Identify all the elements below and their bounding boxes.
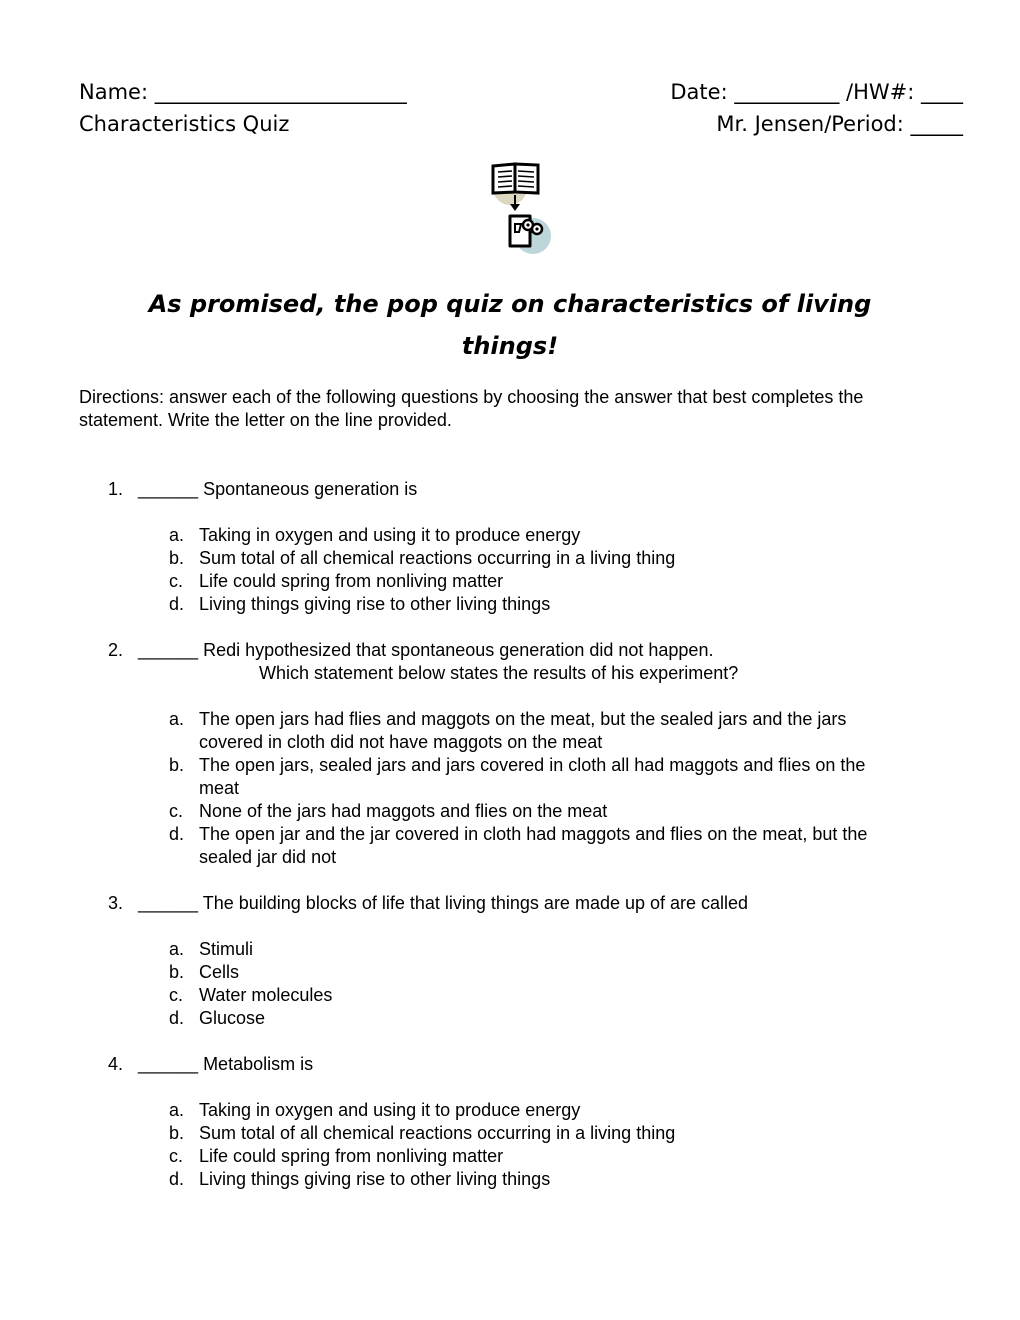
page-title bbox=[100, 283, 920, 367]
option-text bbox=[199, 524, 963, 547]
option-line: Water molecules bbox=[199, 985, 333, 1005]
option-letter: c. bbox=[169, 571, 184, 591]
name-field-label: Name: ________________________ bbox=[79, 80, 407, 104]
option-line: Stimuli bbox=[199, 939, 254, 959]
answer-options bbox=[79, 708, 963, 869]
answer-options bbox=[79, 524, 963, 616]
option-line: The open jars had flies and maggots on the meat, but the sealed jars and the jars bbox=[199, 709, 847, 729]
teacher-period-label: Mr. Jensen/Period: _____ bbox=[716, 112, 963, 136]
question-text: ______ The building blocks of life that living things are made up of are called bbox=[138, 893, 749, 913]
question-number: 1. bbox=[108, 479, 124, 499]
answer-option bbox=[79, 1168, 963, 1191]
option-line: Sum total of all chemical reactions occurring in a living thing bbox=[199, 1123, 676, 1143]
answer-option bbox=[79, 1145, 963, 1168]
option-letter: b. bbox=[169, 1123, 185, 1143]
answer-option bbox=[79, 570, 963, 593]
option-line: None of the jars had maggots and flies on the meat bbox=[199, 801, 608, 821]
question-number: 2. bbox=[108, 640, 124, 660]
question-text-continued: Which statement below states the results of his experiment? bbox=[259, 663, 739, 683]
option-line: The open jars, sealed jars and jars covered in cloth all had maggots and flies on the bbox=[199, 755, 866, 775]
answer-option bbox=[79, 823, 963, 869]
answer-option bbox=[79, 547, 963, 570]
answer-option bbox=[79, 938, 963, 961]
answer-option bbox=[79, 754, 963, 800]
option-letter: d. bbox=[169, 594, 185, 614]
option-letter: b. bbox=[169, 962, 185, 982]
option-letter: a. bbox=[169, 709, 185, 729]
question-text: ______ Spontaneous generation is bbox=[138, 479, 418, 499]
question-4 bbox=[79, 1053, 963, 1191]
option-letter: d. bbox=[169, 824, 185, 844]
question-list bbox=[79, 478, 963, 1214]
option-text bbox=[199, 984, 963, 1007]
header-row-1 bbox=[79, 76, 963, 108]
option-text bbox=[199, 754, 963, 800]
answer-option bbox=[79, 708, 963, 754]
answer-options bbox=[79, 938, 963, 1030]
option-letter: d. bbox=[169, 1008, 185, 1028]
option-letter: c. bbox=[169, 985, 184, 1005]
answer-option bbox=[79, 984, 963, 1007]
answer-option bbox=[79, 524, 963, 547]
option-line: Cells bbox=[199, 962, 240, 982]
question-number: 4. bbox=[108, 1054, 124, 1074]
option-text bbox=[199, 1007, 963, 1030]
answer-option bbox=[79, 593, 963, 616]
answer-option bbox=[79, 1099, 963, 1122]
header-row-2 bbox=[79, 108, 963, 140]
answer-options bbox=[79, 1099, 963, 1191]
option-text bbox=[199, 823, 963, 869]
option-line: Taking in oxygen and using it to produce energy bbox=[199, 1100, 581, 1120]
option-line: Glucose bbox=[199, 1008, 266, 1028]
answer-option bbox=[79, 800, 963, 823]
option-letter: c. bbox=[169, 1146, 184, 1166]
option-text bbox=[199, 570, 963, 593]
option-text bbox=[199, 547, 963, 570]
option-letter: a. bbox=[169, 1100, 185, 1120]
option-text bbox=[199, 708, 963, 754]
question-text: ______ Metabolism is bbox=[138, 1054, 314, 1074]
option-line: Life could spring from nonliving matter bbox=[199, 1146, 504, 1166]
option-letter: d. bbox=[169, 1169, 185, 1189]
option-letter: a. bbox=[169, 939, 185, 959]
option-line: Living things giving rise to other living things bbox=[199, 1169, 551, 1189]
option-line: meat bbox=[199, 778, 240, 798]
option-line: Living things giving rise to other living things bbox=[199, 594, 551, 614]
title-line-1: As promised, the pop quiz on characteristics of living bbox=[148, 290, 872, 318]
date-hw-field-label: Date: __________ /HW#: ____ bbox=[670, 80, 963, 104]
option-letter: c. bbox=[169, 801, 184, 821]
option-line: Life could spring from nonliving matter bbox=[199, 571, 504, 591]
option-text bbox=[199, 1122, 963, 1145]
answer-option bbox=[79, 961, 963, 984]
option-line: covered in cloth did not have maggots on the meat bbox=[199, 732, 603, 752]
option-line: Sum total of all chemical reactions occurring in a living thing bbox=[199, 548, 676, 568]
directions-line-2: statement. Write the letter on the line provided. bbox=[79, 410, 452, 430]
directions-line-1: Directions: answer each of the following questions by choosing the answer that best completes the bbox=[79, 387, 864, 407]
directions bbox=[79, 386, 963, 432]
option-letter: b. bbox=[169, 755, 185, 775]
option-text bbox=[199, 1145, 963, 1168]
question-1 bbox=[79, 478, 963, 616]
question-2 bbox=[79, 639, 963, 869]
question-number: 3. bbox=[108, 893, 124, 913]
option-line: sealed jar did not bbox=[199, 847, 337, 867]
worksheet-header bbox=[79, 76, 963, 140]
quiz-title-label: Characteristics Quiz bbox=[79, 112, 290, 136]
option-letter: a. bbox=[169, 525, 185, 545]
option-letter: b. bbox=[169, 548, 185, 568]
option-text bbox=[199, 593, 963, 616]
book-to-thinking-clipart-icon bbox=[488, 158, 558, 258]
option-text bbox=[199, 800, 963, 823]
question-3 bbox=[79, 892, 963, 1030]
title-line-2: things! bbox=[461, 332, 559, 360]
option-line: The open jar and the jar covered in cloth had maggots and flies on the meat, but the bbox=[199, 824, 868, 844]
answer-option bbox=[79, 1007, 963, 1030]
answer-option bbox=[79, 1122, 963, 1145]
option-text bbox=[199, 961, 963, 984]
option-text bbox=[199, 938, 963, 961]
option-text bbox=[199, 1168, 963, 1191]
option-text bbox=[199, 1099, 963, 1122]
option-line: Taking in oxygen and using it to produce energy bbox=[199, 525, 581, 545]
question-text: ______ Redi hypothesized that spontaneous generation did not happen. bbox=[138, 640, 714, 660]
